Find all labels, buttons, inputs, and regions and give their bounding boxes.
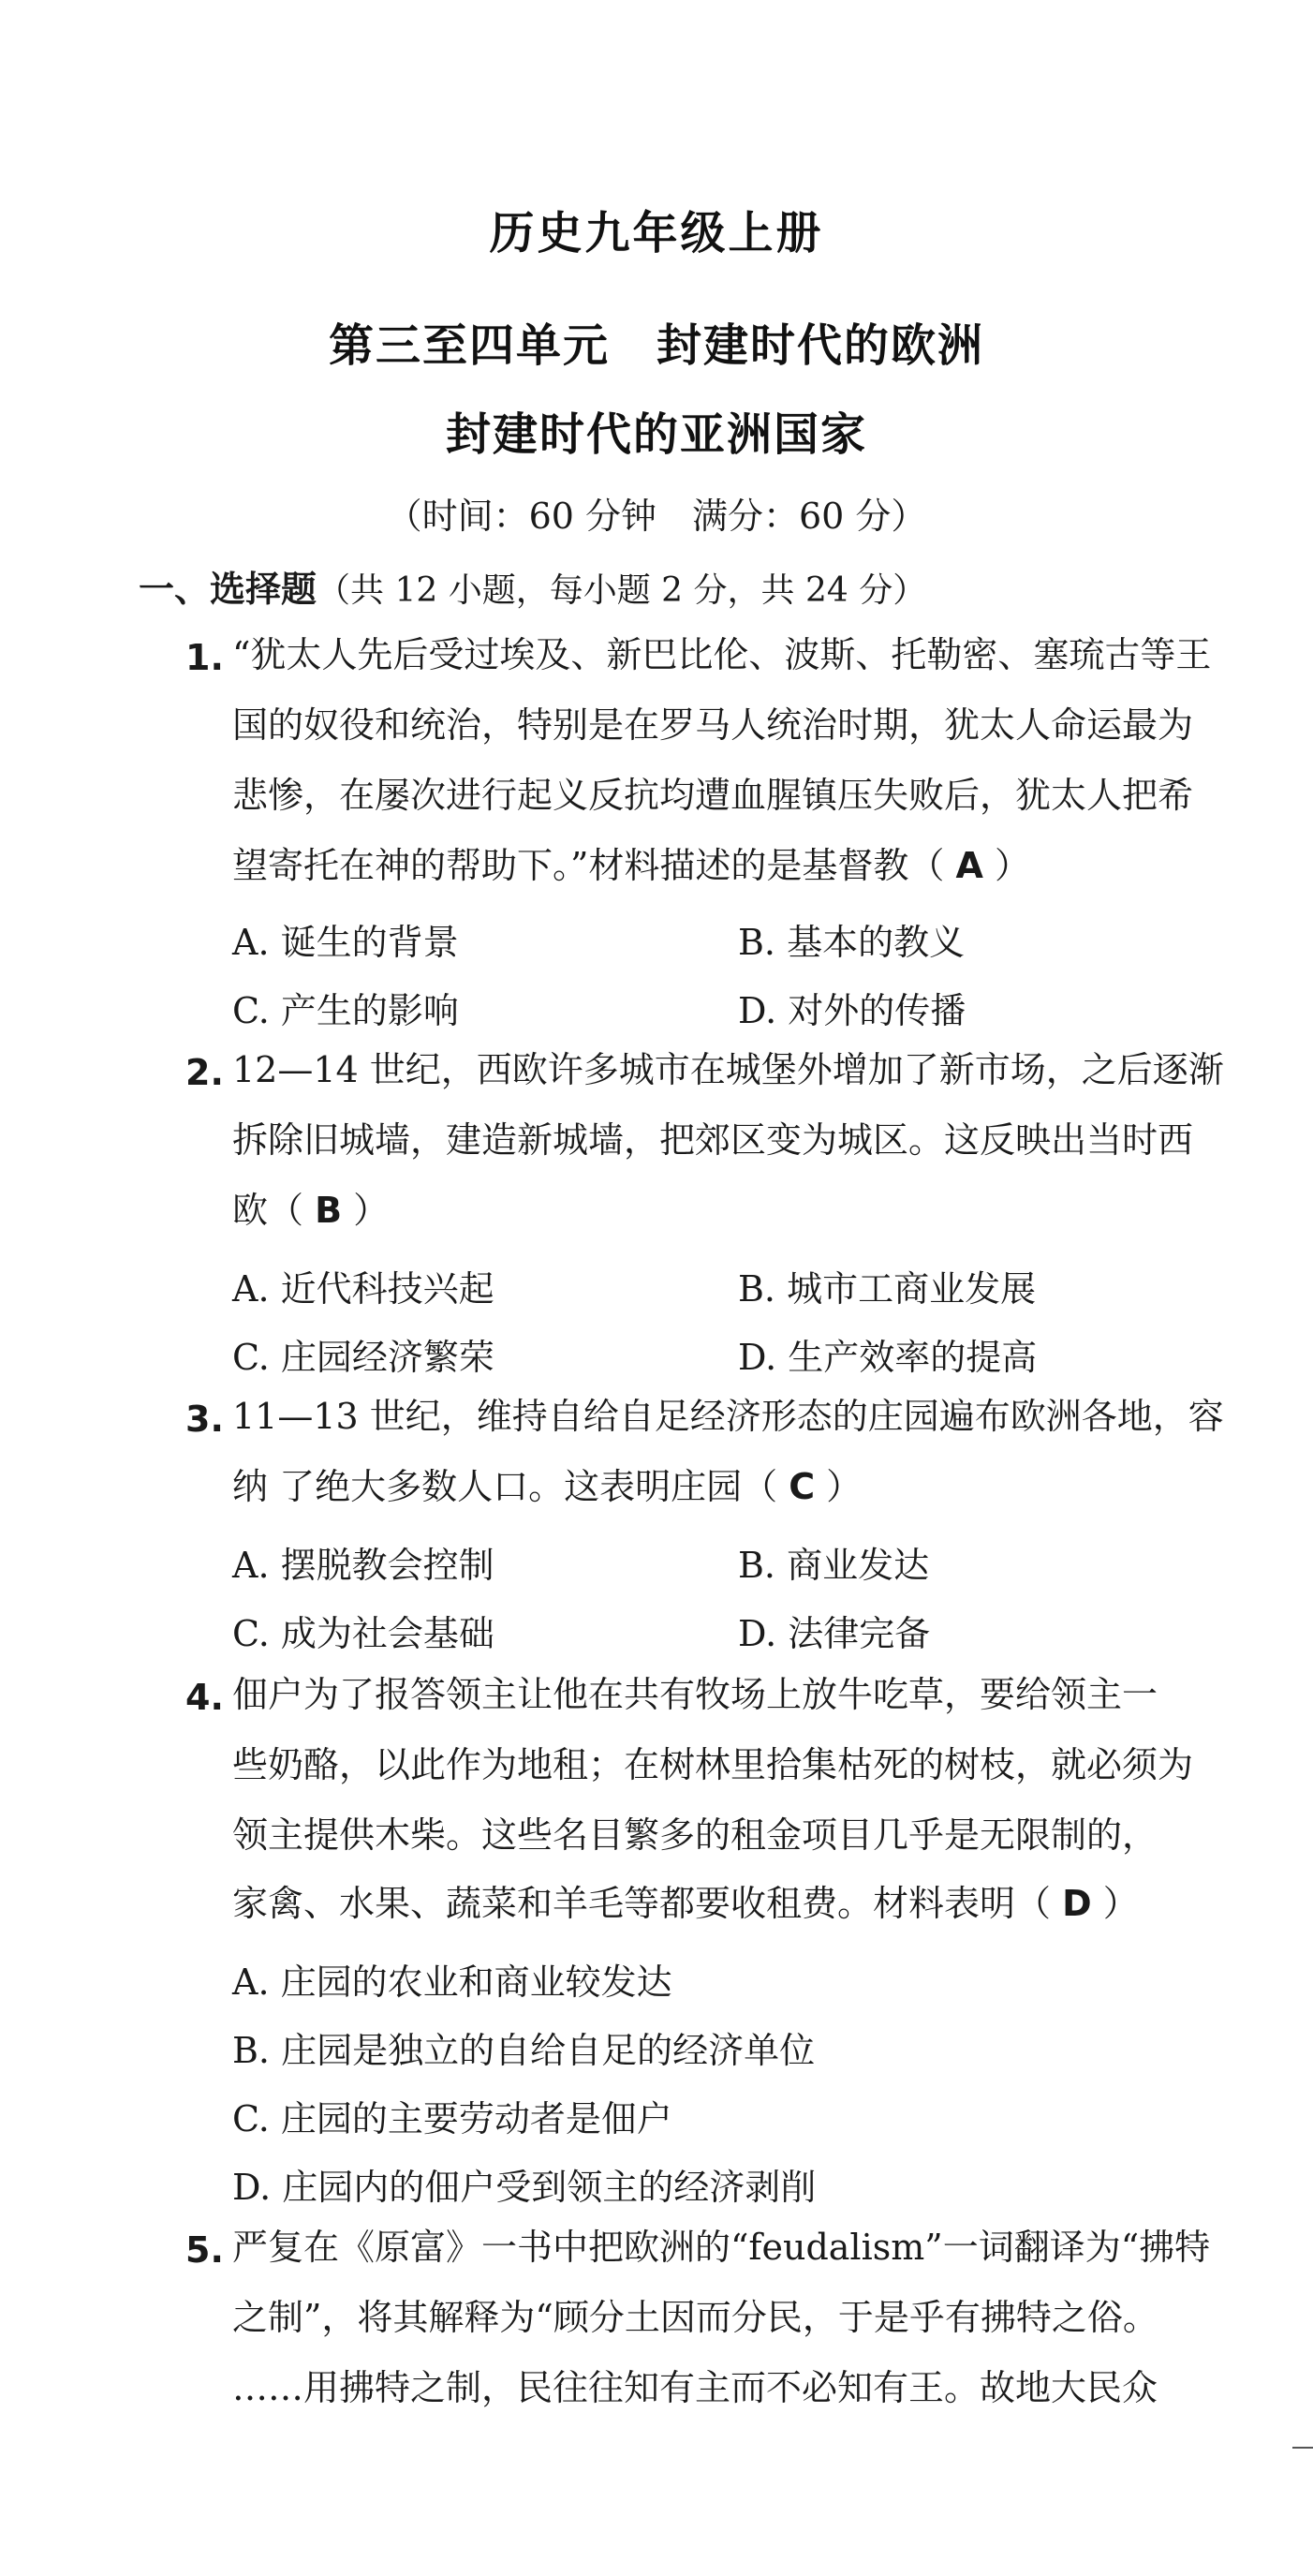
answer-paren-close: ） — [826, 1466, 863, 1507]
question-text-line-last — [232, 1883, 1139, 1924]
question-text-line: 国的奴役和统治，特别是在罗马人统治时期，犹太人命运最为 — [232, 704, 1194, 746]
question-stem-end: 欧（ — [232, 1190, 304, 1231]
question-text-line: 之制”，将其解释为“顾分土因而分民，于是乎有拂特之俗。 — [232, 2297, 1158, 2338]
question-text-line: 些奶酪，以此作为地租；在树林里拾集枯死的树枝，就必须为 — [232, 1744, 1194, 1785]
section-note: （共 12 小题，每小题 2 分，共 24 分） — [317, 571, 927, 610]
question-number: 4. — [185, 1677, 224, 1718]
section-heading — [139, 560, 926, 612]
question-text-line-last — [232, 1466, 863, 1507]
exam-meta: （时间：60 分钟 满分：60 分） — [386, 496, 927, 537]
question-text-line-last — [232, 845, 1031, 886]
question-text-line: ……用拂特之制，民往往知有主而不必知有王。故地大民众 — [232, 2367, 1158, 2408]
option-d: D. 法律完备 — [738, 1613, 931, 1654]
answer-letter: D — [1062, 1883, 1092, 1924]
page-title: 历史九年级上册 — [489, 207, 824, 259]
question-text-line: 悲惨，在屡次进行起义反抗均遭血腥镇压失败后，犹太人把希 — [232, 775, 1194, 816]
answer-letter: B — [315, 1190, 343, 1231]
answer-paren-close: ） — [995, 845, 1031, 886]
question-text-line: 严复在《原富》一书中把欧洲的“feudalism”一词翻译为“拂特 — [232, 2227, 1211, 2268]
question-text-line: 领主提供木柴。这些名目繁多的租金项目几乎是无限制的， — [232, 1814, 1158, 1856]
option-a: A. 庄园的农业和商业较发达 — [232, 1962, 672, 2003]
section-title: 一、选择题 — [139, 569, 317, 610]
option-b: B. 庄园是独立的自给自足的经济单位 — [232, 2030, 816, 2071]
answer-letter: A — [955, 845, 983, 886]
question-text-line-last — [232, 1190, 390, 1231]
unit-subtitle: 封建时代的亚洲国家 — [445, 408, 867, 461]
option-c: C. 庄园的主要劳动者是佃户 — [232, 2098, 672, 2139]
question-text-line: 拆除旧城墙，建造新城墙，把郊区变为城区。这反映出当时西 — [232, 1119, 1194, 1161]
question-text-line: “犹太人先后受过埃及、新巴比伦、波斯、托勒密、塞琉古等王 — [232, 634, 1212, 675]
question-stem-end: 纳 了绝大多数人口。这表明庄园（ — [232, 1466, 778, 1507]
option-d: D. 生产效率的提高 — [738, 1337, 1038, 1378]
question-number: 1. — [185, 637, 224, 678]
option-b: B. 基本的教义 — [738, 922, 966, 963]
option-b: B. 商业发达 — [738, 1545, 930, 1586]
option-a: A. 摆脱教会控制 — [232, 1545, 494, 1586]
question-stem-end: 家禽、水果、蔬菜和羊毛等都要收租费。材料表明（ — [232, 1883, 1052, 1924]
question-text-line: 12—14 世纪，西欧许多城市在城堡外增加了新市场，之后逐渐 — [232, 1049, 1224, 1090]
question-number: 2. — [185, 1052, 224, 1093]
question-text-line: 11—13 世纪，维持自给自足经济形态的庄园遍布欧洲各地，容 — [232, 1396, 1224, 1437]
option-c: C. 庄园经济繁荣 — [232, 1337, 494, 1378]
option-c: C. 产生的影响 — [232, 990, 459, 1031]
option-d: D. 对外的传播 — [738, 990, 966, 1031]
answer-paren-close: ） — [1102, 1883, 1139, 1924]
question-number: 3. — [185, 1399, 224, 1440]
page-edge-mark — [1292, 2447, 1313, 2449]
unit-title: 第三至四单元 封建时代的欧洲 — [328, 319, 984, 372]
option-a: A. 诞生的背景 — [232, 922, 459, 963]
option-b: B. 城市工商业发展 — [738, 1268, 1037, 1310]
option-a: A. 近代科技兴起 — [232, 1268, 494, 1310]
question-text-line: 佃户为了报答领主让他在共有牧场上放牛吃草，要给领主一 — [232, 1674, 1158, 1715]
answer-letter: C — [789, 1466, 816, 1507]
answer-paren-close: ） — [353, 1190, 390, 1231]
option-c: C. 成为社会基础 — [232, 1613, 494, 1654]
question-stem-end: 望寄托在神的帮助下。”材料描述的是基督教（ — [232, 845, 945, 886]
question-number: 5. — [185, 2229, 224, 2271]
option-d: D. 庄园内的佃户受到领主的经济剥削 — [232, 2167, 817, 2208]
